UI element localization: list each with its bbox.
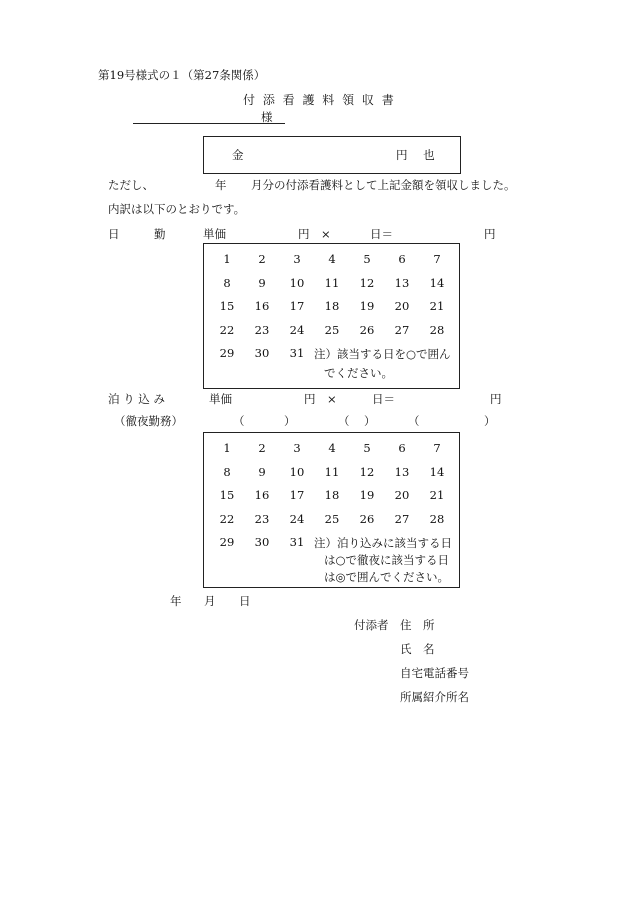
overnight-day-26[interactable]: 26 xyxy=(359,511,375,526)
overnight-day-18[interactable]: 18 xyxy=(324,488,340,502)
receipt-prefix: ただし、 xyxy=(108,178,154,192)
attendant-phone: 自宅電話番号 xyxy=(400,666,469,680)
date-day: 日 xyxy=(239,594,251,608)
overnight-yen-times: 円 × xyxy=(304,392,337,406)
date-year: 年 xyxy=(170,594,182,608)
day-work-day-29[interactable]: 29 xyxy=(219,346,235,360)
overnight-day-5[interactable]: 5 xyxy=(363,441,371,455)
day-work-day-16[interactable]: 16 xyxy=(254,299,270,313)
overnight-yen: 円 xyxy=(490,392,502,406)
receipt-year: 年 xyxy=(215,178,227,192)
overnight-day-4[interactable]: 4 xyxy=(328,441,336,455)
overnight-day-31[interactable]: 31 xyxy=(289,535,305,549)
overnight-day-22[interactable]: 22 xyxy=(219,511,235,526)
overnight-sublabel: （徹夜勤務） xyxy=(114,414,183,428)
overnight-day-1[interactable]: 1 xyxy=(223,441,231,455)
overnight-unit-price: 単価 xyxy=(209,392,232,406)
day-work-day-12[interactable]: 12 xyxy=(359,275,375,290)
overnight-note-1: 注）泊り込みに該当する日 xyxy=(314,536,452,550)
attendant-label: 付添者 xyxy=(354,618,389,632)
form-number: 第19号様式の１（第27条関係） xyxy=(98,68,266,82)
overnight-day-20[interactable]: 20 xyxy=(394,488,410,502)
overnight-label: 泊 り 込 み xyxy=(108,392,165,406)
paren-3-left: （ xyxy=(408,414,420,428)
day-work-day-6[interactable]: 6 xyxy=(398,252,406,266)
day-work-day-2[interactable]: 2 xyxy=(258,252,266,266)
day-work-day-19[interactable]: 19 xyxy=(359,299,375,313)
paren-1-left: （ xyxy=(233,414,245,428)
overnight-day-25[interactable]: 25 xyxy=(324,511,340,526)
overnight-note-3: は◎で囲んでください。 xyxy=(324,570,450,584)
overnight-calendar-box xyxy=(203,432,460,588)
day-work-day-8[interactable]: 8 xyxy=(223,275,231,290)
day-work-unit-price: 単価 xyxy=(203,227,226,241)
date-month: 月 xyxy=(204,594,216,608)
day-work-calendar-box xyxy=(203,243,460,389)
amount-prefix: 金 xyxy=(232,148,244,162)
day-work-day-9[interactable]: 9 xyxy=(258,275,266,290)
overnight-day-15[interactable]: 15 xyxy=(219,488,235,502)
paren-2-right: ） xyxy=(364,414,376,428)
day-work-day-13[interactable]: 13 xyxy=(394,275,410,290)
day-work-day-4[interactable]: 4 xyxy=(328,252,336,266)
receipt-rest: 月分の付添看護料として上記金額を領収しました。 xyxy=(251,178,516,192)
day-work-day-10[interactable]: 10 xyxy=(289,275,305,290)
day-work-label: 日 勤 xyxy=(108,227,166,241)
overnight-day-8[interactable]: 8 xyxy=(223,464,231,479)
overnight-day-13[interactable]: 13 xyxy=(394,464,410,479)
amount-suffix: 円 也 xyxy=(396,148,441,162)
day-work-day-21[interactable]: 21 xyxy=(429,299,445,313)
day-work-day-18[interactable]: 18 xyxy=(324,299,340,313)
day-work-days-eq: 日＝ xyxy=(370,227,393,241)
day-work-day-7[interactable]: 7 xyxy=(433,252,441,266)
day-work-day-1[interactable]: 1 xyxy=(223,252,231,266)
overnight-day-30[interactable]: 30 xyxy=(254,535,270,549)
day-work-day-5[interactable]: 5 xyxy=(363,252,371,266)
day-work-day-30[interactable]: 30 xyxy=(254,346,270,360)
day-work-note-2: でください。 xyxy=(324,366,393,380)
paren-2-left: （ xyxy=(338,414,350,428)
day-work-day-11[interactable]: 11 xyxy=(324,275,340,290)
overnight-day-14[interactable]: 14 xyxy=(429,464,445,479)
form-title: 付 添 看 護 料 領 収 書 xyxy=(243,93,396,107)
attendant-name: 氏 名 xyxy=(400,642,435,656)
day-work-day-23[interactable]: 23 xyxy=(254,322,270,337)
day-work-note-1: 注）該当する日を○で囲ん xyxy=(314,347,451,361)
day-work-day-14[interactable]: 14 xyxy=(429,275,445,290)
day-work-yen: 円 xyxy=(484,227,496,241)
overnight-day-29[interactable]: 29 xyxy=(219,535,235,549)
recipient-suffix: 様 xyxy=(261,110,273,124)
overnight-day-16[interactable]: 16 xyxy=(254,488,270,502)
day-work-day-27[interactable]: 27 xyxy=(394,322,410,337)
day-work-day-26[interactable]: 26 xyxy=(359,322,375,337)
overnight-day-28[interactable]: 28 xyxy=(429,511,445,526)
day-work-day-3[interactable]: 3 xyxy=(293,252,301,266)
day-work-day-28[interactable]: 28 xyxy=(429,322,445,337)
overnight-day-11[interactable]: 11 xyxy=(324,464,340,479)
overnight-day-7[interactable]: 7 xyxy=(433,441,441,455)
amount-box[interactable] xyxy=(203,136,461,174)
paren-1-right: ） xyxy=(284,414,296,428)
overnight-day-27[interactable]: 27 xyxy=(394,511,410,526)
day-work-day-22[interactable]: 22 xyxy=(219,322,235,337)
breakdown-intro: 内訳は以下のとおりです。 xyxy=(108,202,246,216)
overnight-day-2[interactable]: 2 xyxy=(258,441,266,455)
overnight-days-eq: 日＝ xyxy=(372,392,395,406)
day-work-day-25[interactable]: 25 xyxy=(324,322,340,337)
day-work-yen-times: 円 × xyxy=(298,227,331,241)
overnight-day-12[interactable]: 12 xyxy=(359,464,375,479)
overnight-day-19[interactable]: 19 xyxy=(359,488,375,502)
day-work-day-24[interactable]: 24 xyxy=(289,322,305,337)
overnight-day-3[interactable]: 3 xyxy=(293,441,301,455)
attendant-address: 住 所 xyxy=(400,618,435,632)
overnight-day-24[interactable]: 24 xyxy=(289,511,305,526)
overnight-day-6[interactable]: 6 xyxy=(398,441,406,455)
overnight-day-9[interactable]: 9 xyxy=(258,464,266,479)
day-work-day-31[interactable]: 31 xyxy=(289,346,305,360)
overnight-day-23[interactable]: 23 xyxy=(254,511,270,526)
paren-3-right: ） xyxy=(484,414,496,428)
overnight-note-2: は○で徹夜に該当する日 xyxy=(324,553,450,567)
overnight-day-21[interactable]: 21 xyxy=(429,488,445,502)
overnight-day-10[interactable]: 10 xyxy=(289,464,305,479)
day-work-day-20[interactable]: 20 xyxy=(394,299,410,313)
overnight-day-17[interactable]: 17 xyxy=(289,488,305,502)
day-work-day-17[interactable]: 17 xyxy=(289,299,305,313)
day-work-day-15[interactable]: 15 xyxy=(219,299,235,313)
attendant-agency: 所属紹介所名 xyxy=(400,690,469,704)
